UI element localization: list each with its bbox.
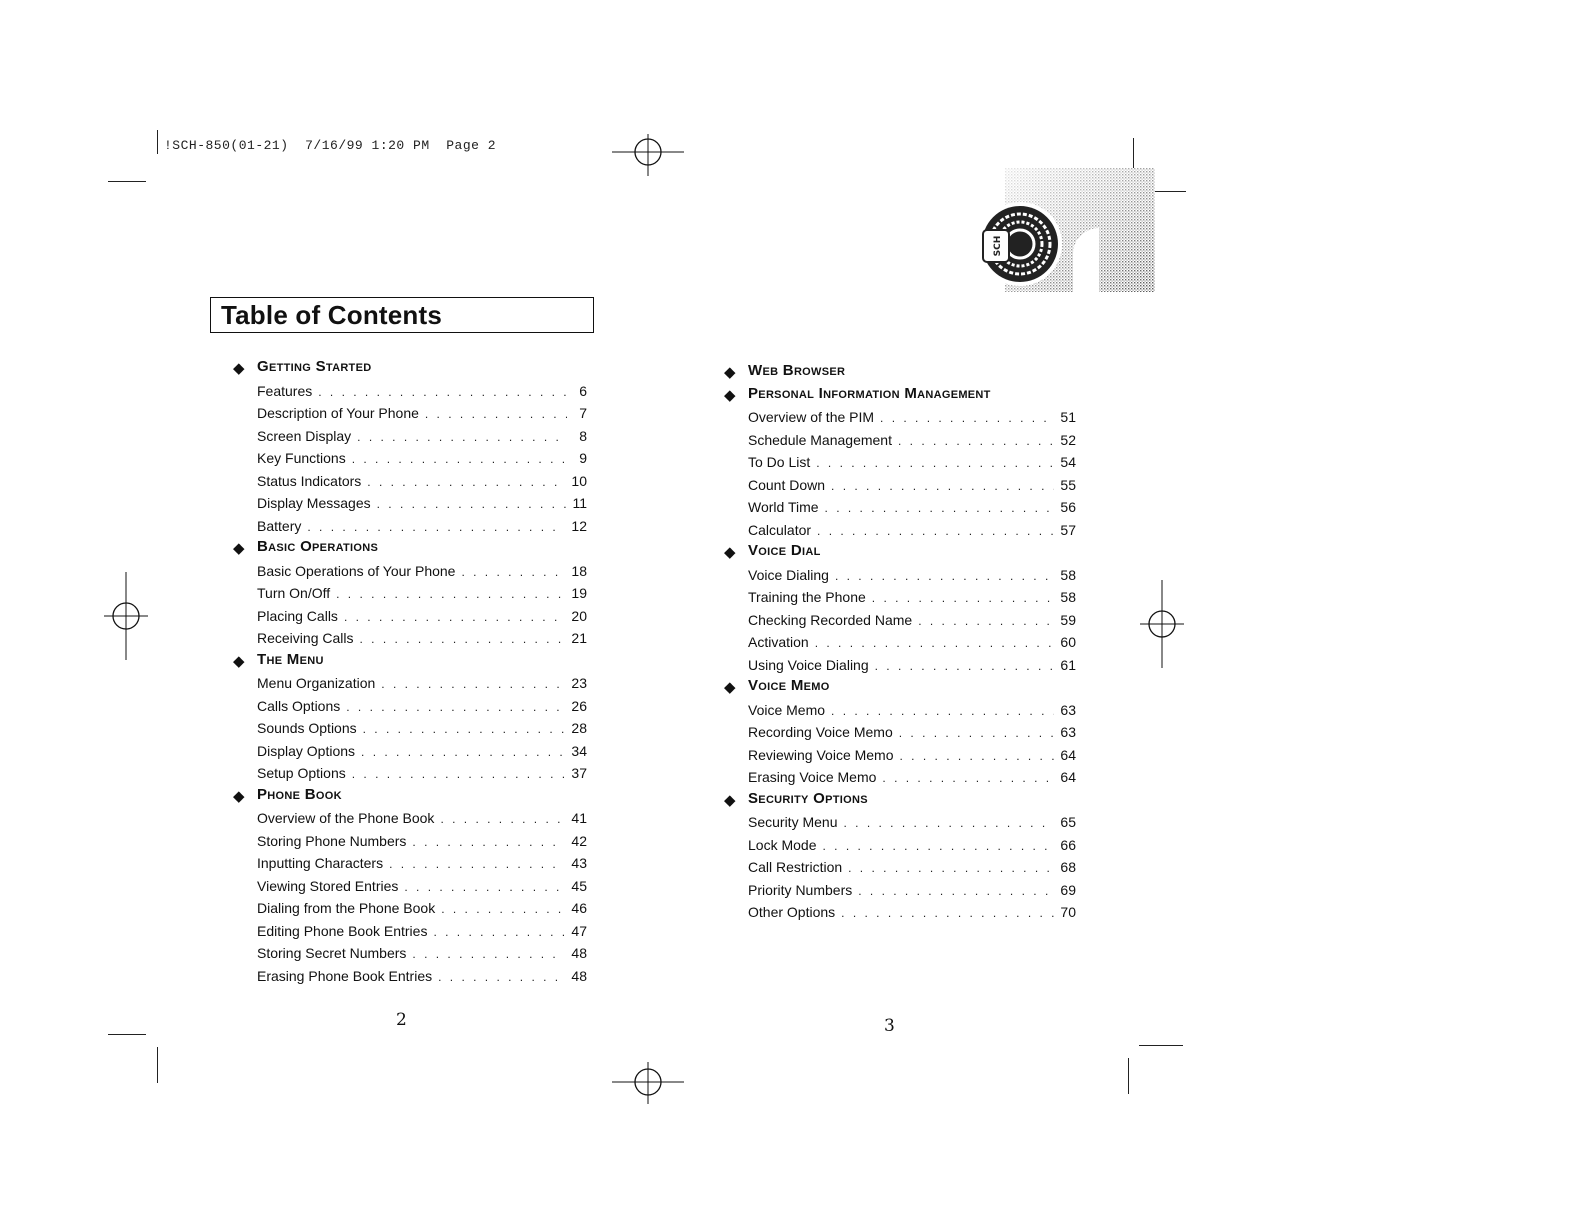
dot-leader bbox=[359, 629, 565, 649]
toc-entry-label: Dialing from the Phone Book bbox=[257, 900, 436, 916]
toc-entry-page: 64 bbox=[1060, 746, 1076, 763]
dot-leader bbox=[352, 449, 567, 469]
toc-entry-label: Description of Your Phone bbox=[257, 405, 419, 421]
dot-leader bbox=[882, 768, 1054, 788]
toc-entry-label: Placing Calls bbox=[257, 607, 338, 624]
dot-leader bbox=[404, 877, 565, 897]
dot-leader bbox=[900, 746, 1055, 766]
dot-leader bbox=[346, 697, 565, 717]
dot-leader bbox=[367, 472, 565, 492]
toc-entry-page: 55 bbox=[1060, 476, 1076, 493]
toc-entry-label: Storing Phone Numbers bbox=[257, 832, 407, 849]
toc-entry-page: 6 bbox=[579, 382, 587, 399]
registration-mark-icon bbox=[1140, 580, 1184, 668]
crop-mark bbox=[108, 181, 146, 182]
dot-leader bbox=[880, 408, 1054, 428]
registration-mark-icon bbox=[612, 1060, 684, 1108]
toc-entry-label: Priority Numbers bbox=[748, 881, 853, 898]
dot-leader bbox=[835, 566, 1054, 586]
toc-entry-page: 48 bbox=[571, 945, 587, 961]
dot-leader bbox=[318, 382, 567, 402]
dot-leader bbox=[381, 674, 565, 694]
toc-entry[interactable] bbox=[748, 767, 1076, 790]
toc-entry[interactable] bbox=[257, 381, 587, 404]
toc-entry-page: 42 bbox=[571, 832, 587, 849]
toc-entry[interactable] bbox=[257, 876, 587, 899]
toc-entry[interactable] bbox=[257, 516, 587, 539]
diamond-bullet-icon: ◆ bbox=[233, 360, 245, 377]
toc-entry[interactable] bbox=[257, 606, 587, 629]
toc-entry[interactable] bbox=[748, 587, 1076, 610]
toc-entry-label: Setup Options bbox=[257, 765, 346, 781]
toc-entry-label: Sounds Options bbox=[257, 720, 357, 736]
toc-entry-label: Turn On/Off bbox=[257, 585, 331, 601]
toc-entry[interactable] bbox=[257, 966, 587, 989]
dot-leader bbox=[822, 836, 1054, 856]
diamond-bullet-icon: ◆ bbox=[724, 364, 736, 381]
page-number-right: 3 bbox=[884, 1016, 895, 1036]
dot-leader bbox=[817, 521, 1054, 541]
toc-entry-page: 63 bbox=[1060, 724, 1076, 740]
toc-entry-page: 18 bbox=[571, 562, 587, 579]
dot-leader bbox=[412, 832, 565, 852]
dot-leader bbox=[352, 764, 566, 784]
toc-entry-page: 12 bbox=[571, 517, 587, 534]
toc-entry-label: Menu Organization bbox=[257, 675, 376, 691]
section-title: Security Options bbox=[748, 789, 868, 807]
toc-entry[interactable] bbox=[257, 471, 587, 494]
toc-entry-page: 26 bbox=[571, 697, 587, 714]
toc-entry[interactable] bbox=[748, 565, 1076, 588]
toc-entry[interactable] bbox=[257, 898, 587, 921]
section-title: Phone Book bbox=[257, 785, 342, 803]
diamond-bullet-icon: ◆ bbox=[724, 544, 736, 561]
toc-entry[interactable] bbox=[748, 700, 1076, 723]
dot-leader bbox=[441, 899, 565, 919]
toc-entry-page: 11 bbox=[572, 495, 587, 511]
toc-entry-page: 54 bbox=[1060, 454, 1076, 470]
toc-section-heading bbox=[233, 358, 587, 381]
toc-section-heading bbox=[724, 384, 1076, 408]
toc-entry-page: 47 bbox=[571, 922, 587, 939]
toc-section-heading bbox=[724, 542, 1076, 565]
toc-section-heading bbox=[724, 789, 1076, 813]
dot-leader bbox=[875, 656, 1055, 676]
toc-entry-label: Overview of the Phone Book bbox=[257, 810, 435, 826]
toc-entry-label: Call Restriction bbox=[748, 859, 843, 875]
toc-entry[interactable] bbox=[748, 812, 1076, 835]
toc-entry-label: Editing Phone Book Entries bbox=[257, 922, 428, 939]
toc-right-column bbox=[724, 362, 1076, 925]
toc-entry-label: Schedule Management bbox=[748, 431, 892, 448]
toc-entry-label: Recording Voice Memo bbox=[748, 724, 893, 740]
toc-left-column bbox=[233, 358, 587, 988]
toc-entry[interactable] bbox=[257, 493, 587, 516]
diamond-bullet-icon: ◆ bbox=[724, 386, 736, 404]
toc-entry[interactable] bbox=[257, 921, 587, 944]
toc-entry[interactable] bbox=[748, 880, 1076, 903]
toc-entry-page: 66 bbox=[1060, 836, 1076, 853]
toc-entry-label: Count Down bbox=[748, 476, 826, 493]
toc-entry[interactable] bbox=[748, 407, 1076, 430]
toc-entry[interactable] bbox=[748, 722, 1076, 745]
dot-leader bbox=[843, 813, 1054, 833]
diamond-bullet-icon: ◆ bbox=[724, 679, 736, 696]
toc-entry[interactable] bbox=[257, 403, 587, 426]
toc-entry-page: 7 bbox=[579, 405, 587, 421]
toc-entry-label: Receiving Calls bbox=[257, 630, 354, 646]
toc-entry[interactable] bbox=[748, 835, 1076, 858]
toc-entry-label: Storing Secret Numbers bbox=[257, 945, 407, 961]
toc-entry[interactable] bbox=[748, 632, 1076, 655]
toc-section-heading bbox=[233, 538, 587, 561]
toc-entry-label: Basic Operations of Your Phone bbox=[257, 562, 456, 579]
toc-entry-label: Training the Phone bbox=[748, 589, 866, 605]
toc-entry-label: Using Voice Dialing bbox=[748, 656, 869, 673]
toc-entry-page: 48 bbox=[571, 967, 587, 984]
dot-leader bbox=[872, 588, 1055, 608]
diamond-bullet-icon: ◆ bbox=[724, 791, 736, 809]
toc-section-heading bbox=[233, 785, 587, 809]
toc-entry[interactable] bbox=[748, 745, 1076, 768]
toc-entry-label: World Time bbox=[748, 499, 819, 515]
toc-entry-page: 28 bbox=[571, 720, 587, 736]
toc-entry[interactable] bbox=[257, 696, 587, 719]
toc-entry-page: 9 bbox=[579, 450, 587, 466]
dot-leader bbox=[389, 854, 565, 874]
dot-leader bbox=[357, 427, 567, 447]
toc-entry-label: Activation bbox=[748, 634, 809, 650]
toc-entry-label: Calculator bbox=[748, 521, 812, 538]
toc-entry-label: Key Functions bbox=[257, 450, 346, 466]
toc-entry-page: 41 bbox=[571, 810, 587, 826]
registration-mark-icon bbox=[104, 572, 148, 660]
toc-entry[interactable] bbox=[257, 448, 587, 471]
page-number-left: 2 bbox=[396, 1010, 407, 1030]
section-title: Voice Memo bbox=[748, 677, 830, 694]
toc-entry[interactable] bbox=[257, 763, 587, 786]
toc-entry-page: 23 bbox=[571, 675, 587, 691]
dot-leader bbox=[433, 922, 565, 942]
toc-entry-page: 43 bbox=[571, 855, 587, 871]
dot-leader bbox=[858, 881, 1054, 901]
toc-entry-page: 21 bbox=[571, 630, 587, 646]
toc-entry-page: 61 bbox=[1060, 656, 1076, 673]
dot-leader bbox=[336, 584, 565, 604]
phone-speaker-graphic-icon bbox=[975, 168, 1165, 294]
section-title: Getting Started bbox=[257, 358, 372, 375]
toc-entry-label: Viewing Stored Entries bbox=[257, 877, 399, 894]
dot-leader bbox=[848, 858, 1054, 878]
toc-entry[interactable] bbox=[257, 741, 587, 764]
dot-leader bbox=[831, 701, 1054, 721]
dot-leader bbox=[815, 633, 1055, 653]
toc-entry-label: Inputting Characters bbox=[257, 855, 384, 871]
dot-leader bbox=[831, 476, 1054, 496]
toc-entry-label: Screen Display bbox=[257, 427, 352, 444]
toc-entry-page: 46 bbox=[571, 900, 587, 916]
toc-entry-label: Lock Mode bbox=[748, 836, 817, 853]
toc-entry-page: 51 bbox=[1060, 409, 1076, 425]
crop-mark bbox=[157, 130, 158, 154]
toc-entry[interactable] bbox=[257, 943, 587, 966]
dot-leader bbox=[825, 498, 1055, 518]
dot-leader bbox=[898, 431, 1054, 451]
toc-entry[interactable] bbox=[748, 520, 1076, 543]
diamond-bullet-icon: ◆ bbox=[233, 540, 245, 557]
toc-entry-page: 63 bbox=[1060, 701, 1076, 718]
toc-entry-label: Display Options bbox=[257, 742, 356, 759]
dot-leader bbox=[377, 494, 567, 514]
toc-entry[interactable] bbox=[257, 561, 587, 584]
toc-entry-label: Reviewing Voice Memo bbox=[748, 746, 894, 763]
toc-entry-page: 37 bbox=[571, 765, 587, 781]
toc-entry-label: Calls Options bbox=[257, 697, 341, 714]
toc-entry-label: Status Indicators bbox=[257, 472, 362, 489]
toc-entry[interactable] bbox=[748, 475, 1076, 498]
toc-entry-label: To Do List bbox=[748, 454, 811, 470]
toc-entry[interactable] bbox=[257, 718, 587, 741]
toc-entry[interactable] bbox=[257, 831, 587, 854]
toc-entry-page: 59 bbox=[1060, 611, 1076, 628]
diamond-bullet-icon: ◆ bbox=[233, 652, 245, 670]
dot-leader bbox=[899, 723, 1055, 743]
registration-mark-icon bbox=[612, 130, 684, 178]
toc-entry[interactable] bbox=[748, 497, 1076, 520]
toc-entry-label: Display Messages bbox=[257, 495, 371, 511]
dot-leader bbox=[363, 719, 566, 739]
crop-mark bbox=[1139, 1045, 1183, 1046]
toc-title-box bbox=[210, 297, 594, 333]
toc-entry-page: 65 bbox=[1060, 814, 1076, 830]
section-title: Web Browser bbox=[748, 362, 846, 379]
toc-entry-page: 56 bbox=[1060, 499, 1076, 515]
crop-mark bbox=[108, 1034, 146, 1035]
toc-entry[interactable] bbox=[257, 628, 587, 651]
toc-entry-page: 70 bbox=[1060, 904, 1076, 920]
toc-entry[interactable] bbox=[257, 673, 587, 696]
dot-leader bbox=[344, 607, 565, 627]
dot-leader bbox=[438, 967, 565, 987]
toc-entry-page: 69 bbox=[1060, 881, 1076, 898]
toc-entry-label: Erasing Voice Memo bbox=[748, 769, 877, 785]
toc-entry[interactable] bbox=[748, 655, 1076, 678]
toc-entry-label: Battery bbox=[257, 517, 302, 534]
dot-leader bbox=[841, 903, 1054, 923]
toc-entry-page: 64 bbox=[1060, 769, 1076, 785]
toc-entry-page: 20 bbox=[571, 607, 587, 624]
toc-entry-label: Erasing Phone Book Entries bbox=[257, 967, 433, 984]
dot-leader bbox=[307, 517, 565, 537]
toc-entry-page: 57 bbox=[1060, 521, 1076, 538]
toc-entry[interactable] bbox=[257, 426, 587, 449]
crop-mark bbox=[157, 1047, 158, 1083]
section-title: Voice Dial bbox=[748, 542, 821, 559]
toc-entry-label: Other Options bbox=[748, 904, 836, 920]
toc-entry[interactable] bbox=[257, 583, 587, 606]
section-title: The Menu bbox=[257, 650, 324, 668]
toc-section-heading bbox=[724, 362, 1076, 385]
toc-entry-page: 8 bbox=[579, 427, 587, 444]
toc-entry-page: 52 bbox=[1060, 431, 1076, 448]
toc-entry-label: Overview of the PIM bbox=[748, 409, 875, 425]
dot-leader bbox=[816, 453, 1054, 473]
toc-entry-page: 68 bbox=[1060, 859, 1076, 875]
print-header: !SCH-850(01-21) 7/16/99 1:20 PM Page 2 bbox=[164, 138, 497, 153]
toc-entry-page: 60 bbox=[1060, 634, 1076, 650]
toc-entry-label: Security Menu bbox=[748, 814, 838, 830]
dot-leader bbox=[918, 611, 1054, 631]
toc-entry-page: 34 bbox=[571, 742, 587, 759]
toc-entry[interactable] bbox=[748, 857, 1076, 880]
toc-section-heading bbox=[724, 677, 1076, 700]
toc-section-heading bbox=[233, 650, 587, 674]
toc-entry-label: Voice Memo bbox=[748, 701, 826, 718]
logo-text: SCH bbox=[993, 235, 1003, 257]
toc-entry-label: Checking Recorded Name bbox=[748, 611, 913, 628]
toc-entry[interactable] bbox=[748, 452, 1076, 475]
toc-entry-page: 58 bbox=[1060, 566, 1076, 583]
toc-entry-page: 58 bbox=[1060, 589, 1076, 605]
crop-mark bbox=[1128, 1058, 1129, 1094]
toc-entry[interactable] bbox=[748, 902, 1076, 925]
section-title: Basic Operations bbox=[257, 538, 379, 555]
toc-entry[interactable] bbox=[257, 808, 587, 831]
toc-entry-label: Features bbox=[257, 382, 313, 399]
toc-entry-label: Voice Dialing bbox=[748, 566, 829, 583]
toc-entry-page: 10 bbox=[571, 472, 587, 489]
toc-entry[interactable] bbox=[257, 853, 587, 876]
toc-entry-page: 45 bbox=[571, 877, 587, 894]
toc-entry[interactable] bbox=[748, 430, 1076, 453]
toc-entry-page: 19 bbox=[571, 585, 587, 601]
diamond-bullet-icon: ◆ bbox=[233, 787, 245, 805]
dot-leader bbox=[412, 944, 565, 964]
toc-entry[interactable] bbox=[748, 610, 1076, 633]
dot-leader bbox=[361, 742, 565, 762]
dot-leader bbox=[425, 404, 567, 424]
page-title: Table of Contents bbox=[221, 300, 443, 330]
section-title: Personal Information Management bbox=[748, 384, 991, 402]
dot-leader bbox=[440, 809, 565, 829]
dot-leader bbox=[461, 562, 565, 582]
